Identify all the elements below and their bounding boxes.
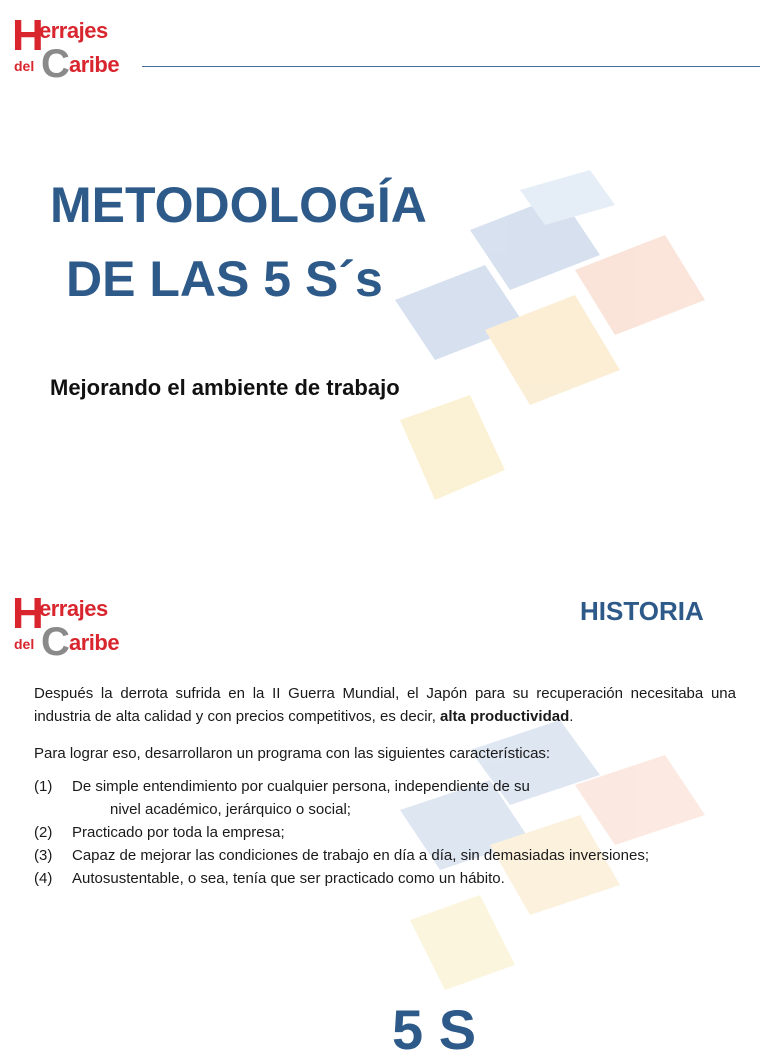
company-logo — [12, 12, 137, 84]
header-divider — [142, 66, 760, 67]
list-item — [34, 775, 736, 821]
slide-body — [34, 682, 736, 890]
list-item-number: (2) — [34, 824, 53, 841]
list-item — [34, 867, 736, 890]
list-item — [34, 844, 736, 867]
paragraph-intro-text: Después la derrota sufrida en la II Guerra Mundial, el Japón para su recuperación necesitaba una industria de alta calidad y con precios competitivos, es decir, — [34, 685, 736, 725]
paragraph-characteristics: Para lograr eso, desarrollaron un programa con las siguientes características: — [34, 745, 551, 762]
list-item-number: (3) — [34, 847, 53, 864]
slide-subtitle: Mejorando el ambiente de trabajo — [50, 375, 400, 400]
slide-title-line1: METODOLOGÍA — [50, 177, 427, 233]
logo-top-word: errajes — [39, 18, 108, 43]
logo-bottom-word: aribe — [69, 630, 120, 655]
company-logo — [12, 590, 137, 662]
list-item-text: De simple entendimiento por cualquier persona, independiente de su — [72, 778, 530, 795]
list-item-text: Capaz de mejorar las condiciones de trabajo en día a día, sin demasiadas inversiones; — [72, 847, 650, 864]
characteristics-list — [34, 775, 736, 890]
logo-bottom-prefix: del — [14, 636, 35, 652]
logo-bottom-word: aribe — [69, 52, 120, 77]
paragraph-intro-end: . — [569, 708, 574, 725]
list-item-content — [72, 775, 736, 821]
slide-title-line2: DE LAS 5 S´s — [66, 251, 383, 307]
list-item — [34, 821, 736, 844]
paragraph-intro-bold: alta productividad — [440, 708, 570, 725]
logo-letter-h: H — [12, 11, 44, 60]
list-item-continuation: nivel académico, jerárquico o social; — [110, 801, 351, 818]
logo-letter-c: C — [41, 42, 70, 86]
logo-letter-c: C — [41, 620, 70, 664]
bottom-cut-off-graphic: 5 S — [392, 998, 477, 1061]
list-item-number: (1) — [34, 778, 53, 795]
logo-letter-h: H — [12, 589, 44, 638]
list-item-text: Practicado por toda la empresa; — [72, 824, 285, 841]
slide-historia — [0, 560, 768, 1061]
list-item-number: (4) — [34, 870, 53, 887]
list-item-text: Autosustentable, o sea, tenía que ser practicado como un hábito. — [72, 870, 505, 887]
logo-bottom-prefix: del — [14, 58, 35, 74]
logo-top-word: errajes — [39, 596, 108, 621]
section-title: HISTORIA — [580, 596, 704, 626]
paragraph-intro — [34, 682, 736, 728]
